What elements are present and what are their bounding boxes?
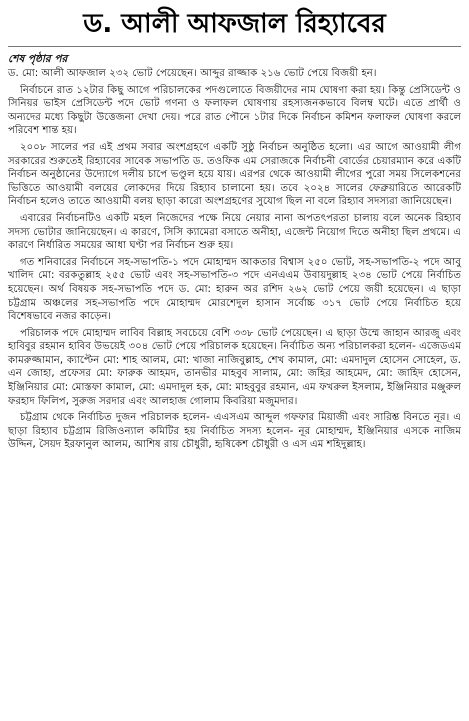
article-paragraph: নির্বাচনে রাত ১২টার কিছু আগে পরিচালকের পদগুলোতে বিজয়ীদের নাম ঘোষণা করা হয়। কিন্তু প্রেসিডেন্ট ও সিনিয়র ভাইস প্রেসিডেন্ট পদে ভোট গণনা ও ফলাফল ঘোষণায় রহস্যজনকভাবে বিলম্ব ঘটে। এতে প্রার্থী ও অন্যদের মধ্যে কিছুটা উত্তেজনা দেখা দেয়। পরে রাত পৌনে ১টার দিকে নির্বাচন কমিশন ফলাফল ঘোষণা করলে পরিবেশ শান্ত হয়। xyxy=(8,84,461,137)
continued-from-label: শেষ পৃষ্ঠার পর xyxy=(8,53,68,65)
headline: ড. আলী আফজাল রিহ্যাবের xyxy=(8,4,461,47)
article-paragraph: গত শনিবারের নির্বাচনে সহ-সভাপতি-১ পদে মোহাম্মদ আকতার বিশ্বাস ২৫০ ভোট, সহ-সভাপতি-২ পদে আবু খালিদ মো: বরকতুল্লাহ ২৫৫ ভোট এবং সহ-সভাপতি-৩ পদে এনএএম উবায়দুল্লাহ ২৩৪ ভোট পেয়ে নির্বাচিত হয়েছেন। অর্থ বিষয়ক সহ-সভাপতি পদে ড. মো: হারুন অর রশিদ ২৬২ ভোট পেয়ে জয়ী হয়েছেন। এ ছাড়া চট্টগ্রাম অঞ্চলের সহ-সভাপতি পদে মোহাম্মদ মোরশেদুল হাসান সর্বোচ্চ ৩১৭ ভোট পেয়ে নির্বাচিত হয়ে বিশেষভাবে নজর কাড়েন। xyxy=(8,256,461,323)
article-paragraph: পরিচালক পদে মোহাম্মদ লাবিব বিল্লাহ সবচেয়ে বেশি ৩৩৮ ভোট পেয়েছেন। এ ছাড়া উম্মে জাহান আরজু এবং হাবিবুর রহমান হাবিব উভয়েই ৩০৪ ভোট পেয়ে পরিচালক হয়েছেন। নির্বাচিত অন্য পরিচালকরা হলেন- এজেডএম কামরুজ্জামান, ক্যাপ্টেন মো: শাহ আলম, মো: খাজা নাজিবুল্লাহ, শেখ কামাল, মো: এমদাদুল হোসেন সোহেল, ড. এন জোহা, প্রফেসর মো: ফারুক আহমদ, তানভীর মাহবুব সালাম, মো: জহির আহমেদ, মো: জাহিদ হোসেন, ইঞ্জিনিয়ার মো: মোস্তফা কামাল, মো: এমদাদুল হক, মো: মাহবুবুর রহমান, এম ফখরুল ইসলাম, ইঞ্জিনিয়ার মঞ্জুরুল ফরহাদ ফিলিপ, সুরুজ সরদার এবং আলহাজ গোলাম কিবরিয়া মজুমদার। xyxy=(8,327,461,407)
newspaper-clipping xyxy=(0,4,469,721)
article-paragraph: চট্টগ্রাম থেকে নির্বাচিত দুজন পরিচালক হলেন- এএসএম আব্দুল গফফার মিয়াজী এবং সারিশ্ত বিনতে নূর। এ ছাড়া রিহ্যাব চট্টগ্রাম রিজিওন্যাল কমিটির হয় নির্বাচিত সদস্য হলেন- নূর মোহাম্মদ, ইঞ্জিনিয়ার এসকে নাজিম উদ্দিন, সৈয়দ ইরফানুল আলম, আশিষ রায় চৌধুরী, হৃষিকেশ চৌধুরী ও এস এম শহিদুল্লাহ। xyxy=(8,412,461,451)
article-paragraph: ড. মো: আলী আফজাল ২৩২ ভোট পেয়েছেন। আব্দুর রাজ্জাক ২১৬ ভোট পেয়ে বিজয়ী হন। xyxy=(8,68,377,79)
article-paragraph: ২০০৮ সালের পর এই প্রথম সবার অংশগ্রহণে একটি সুষ্ঠু নির্বাচন অনুষ্ঠিত হলো। এর আগে আওয়ামী লীগ সরকারের শুরুতেই রিহ্যাবের সাবেক সভাপতি ড. তওফিক এম সেরাজকে নির্বাচনী বোর্ডের চেয়ারম্যান করে একটি নির্বাচন অনুষ্ঠানের উদ্যোগে দলীয় চাপে ভণ্ডুল হয়ে যায়। এরপর থেকে আওয়ামী লীগের পুরো সময় সিলেকশনের ভিত্তিতে আওয়ামী বলয়ের লোকদের দিয়ে রিহ্যাব চালানো হয়। তবে ২০২৪ সালের ফেব্রুয়ারিতে আরেকটি নির্বাচন হলেও তাতে আওয়ামী বলয় ছাড়া কারো অংশগ্রহণের সুযোগ ছিল না বলে রিহ্যাব সদস্যরা জানিয়েছেন। xyxy=(8,141,461,208)
article-paragraph: এবারের নির্বাচনটিও একটি মহল নিজেদের পক্ষে নিয়ে নেয়ার নানা অপতৎপরতা চালায় বলে অনেক রিহ্যাব সদস্য ভোটার জানিয়েছেন। এ কারণে, সিসি ক্যামেরা বসাতে অনীহা, এজেন্ট নিয়োগ দিতে অনীহা ছিল প্রথমে। এ কারণে নির্ধারিত সময়ের আধা ঘণ্টা পর নির্বাচন শুরু হয়। xyxy=(8,212,461,252)
article-body xyxy=(8,67,461,452)
